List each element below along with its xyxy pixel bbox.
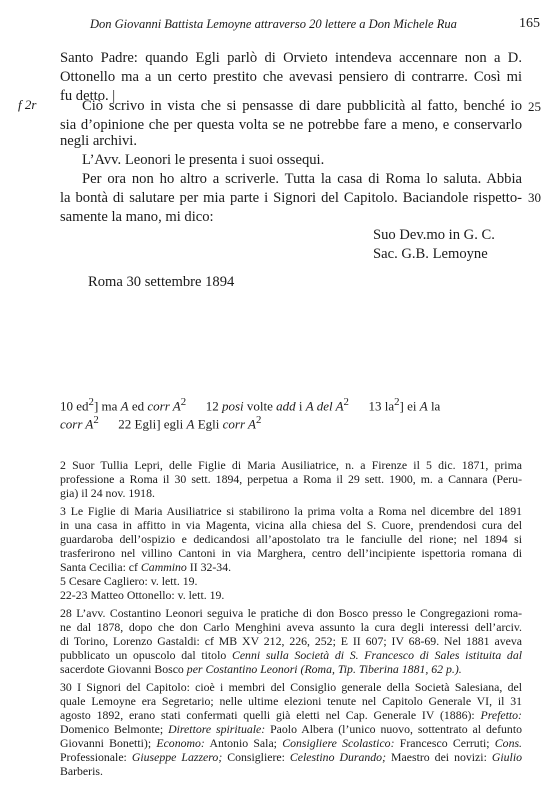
footnote-line [60,750,522,764]
footnote-text: gia) il 24 nov. 1918. [60,486,155,500]
footnote-text: quale Lemoyne era Segretario; nelle ultime elezioni tenute nel Capitolo Generale VI, il 31 [60,694,522,708]
footnote-text: 3 Le Figlie di Maria Ausiliatrice si stabilirono la prima volta a Roma nel dicembre del 1891 [60,504,522,518]
footnote-text: sacerdote Giovanni Bosco [60,662,184,676]
footnote-text: Antonio Sala; [204,736,283,750]
footnote-line [60,518,522,532]
line-number: 25 [528,99,541,114]
footnote-italic: Cenni sulla Società di S. Francesco di Sales istituita dal [231,648,522,662]
letter-line: Ottonello ma a un certo prestito che avevasi pensiero di contrarre. Così mi [60,69,522,85]
footnote-text: di Torino, Lorenzo Gastaldi: cf MB XV 212, 226, 252; E II 607; IV 68-69. Nel 1881 aveva [60,634,522,648]
footnote-italic: Cammino [140,560,187,574]
footnote-line [60,634,522,648]
footnote-italic: Giuseppe Lazzero; [126,750,228,764]
footnote-text: 28 L’avv. Costantino Leonori seguiva le pratiche di don Bosco presso le Congregazioni roma- [60,606,522,620]
footnote-line [60,722,522,736]
footnote-text: Maestro dei novizi: [391,750,487,764]
signature-line: Sac. G.B. Lemoyne [373,246,488,262]
footnote-line [60,560,522,574]
footnote-text: ne dal 1878, dopo che don Carlo Menghini aveva assunto la cura degli interessi dell’arciv. [60,620,522,634]
footnote-italic: Celestino Durando; [284,750,392,764]
letter-line: Ciò scrivo in vista che si pensasse di dare pubblicità al fatto, benché io [82,98,522,114]
footnote-line [60,546,522,560]
footnote-text: trasferirono nel villino Cantoni in via Marghera, centro dell’incipiente ispettoria romana di [60,546,522,560]
footnote-line [60,620,522,634]
footnote-line [60,694,522,708]
footnote-text: Professionale: [60,750,127,764]
footnote-line [60,504,522,518]
footnote-text: professione a Roma il 30 sett. 1894, perpetua a Roma il 29 sett. 1900, m. a Cannara (Peru- [60,472,522,486]
footnote-text: Paolo Albera (l’unico nuovo, sottentrato al defunto [265,722,522,736]
letter-line: negli archivi. [60,133,137,149]
letter-line: Per ora non ho altro a scriverle. Tutta la casa di Roma lo saluta. Abbia [82,171,522,187]
footnote-line [60,472,522,486]
footnote-line [60,708,522,722]
footnote-text: Giovanni Bonetti); [60,736,157,750]
footnote-text: in una casa in affitto in via Magenta, vicina alla chiesa del S. Cuore, prendendosi cura del [60,518,522,532]
letter-line: fu detto. | [60,88,116,104]
footnote-italic: per Costantino Leonori (Roma, Tip. Tiberina 1881, 62 p.). [183,662,462,676]
apparatus-line: 10 $ed^2$] ma A ed corr $A^2$ 12 posi volte add i A del $A^2$ 13 $la^2$] ei A la [60,396,441,414]
letter-line: la bontà di salutare per mia parte i Signori del Capitolo. Baciandole rispetto- [60,190,522,206]
footnote-line [60,662,522,676]
footnote-line [60,736,522,750]
footnote-line [60,532,522,546]
footnote-text: Barberis. [60,764,103,778]
page-number: 165 [519,16,540,31]
footnote-text: guardaroba dell’ospizio e dedicandosi all’apostolato tra le fanciulle del rione; nel 1894 si [60,532,522,546]
footnote-text: Domenico Belmonte; [60,722,169,736]
footnote-line [60,764,522,778]
letter-line: samente la mano, mi dico: [60,209,214,225]
footnote-italic: Prefetto: [480,708,522,722]
footnote-italic: Cons. [494,736,523,750]
apparatus-line: corr $A^2$ 22 Egli] egli A Egli corr $A^2$ [60,414,262,432]
footnote-line [60,486,522,500]
footnote-text: Consigliere: [227,750,285,764]
running-title: Don Giovanni Battista Lemoyne attraverso 20 lettere a Don Michele Rua [90,17,457,31]
footnote-text: II 32-34. [186,560,232,574]
footnote-line [60,458,522,472]
footnote-italic: Consigliere Scolastico: [282,736,395,750]
letter-line: Santo Padre: quando Egli parlò di Orvieto intendeva accennare non a D. [60,50,522,66]
footnote-text: agosto 1892, erano stati confermati quelli già eletti nel Cap. Generale IV (1886): [60,708,481,722]
letter-line: sia d’opinione che per questa volta se ne potrebbe fare a meno, e conservarlo [60,117,522,133]
footnote-text: 5 Cesare Cagliero: v. lett. 19. [60,574,198,588]
footnote-italic: Direttore spirituale: [168,722,266,736]
footnote-text: 2 Suor Tullia Lepri, delle Figlie di Maria Ausiliatrice, n. a Firenze il 5 dic. 1871, prima [60,458,522,472]
footnote-line [60,606,522,620]
footnote-text: pubblicato un opuscolo dal titolo [60,648,232,662]
signature-line: Suo Dev.mo in G. C. [373,227,495,243]
footnote-text: 22-23 Matteo Ottonello: v. lett. 19. [60,588,225,602]
footnote-text: Santa Cecilia: cf [60,560,141,574]
line-number: 30 [528,190,541,205]
footnote-line [60,648,522,662]
letter-date: Roma 30 settembre 1894 [88,274,235,290]
footnote-line [60,574,522,588]
footnote-line [60,680,522,694]
footnote-italic: Economo: [156,736,205,750]
footnote-text: Francesco Cerruti; [394,736,495,750]
folio-marker: f 2r [18,97,37,112]
letter-line: L’Avv. Leonori le presenta i suoi ossequi. [82,152,325,168]
footnote-italic: Giulio [486,750,522,764]
footnote-text: 30 I Signori del Capitolo: cioè i membri del Consiglio generale della Società Salesiana, del [60,680,522,694]
footnote-line [60,588,522,602]
